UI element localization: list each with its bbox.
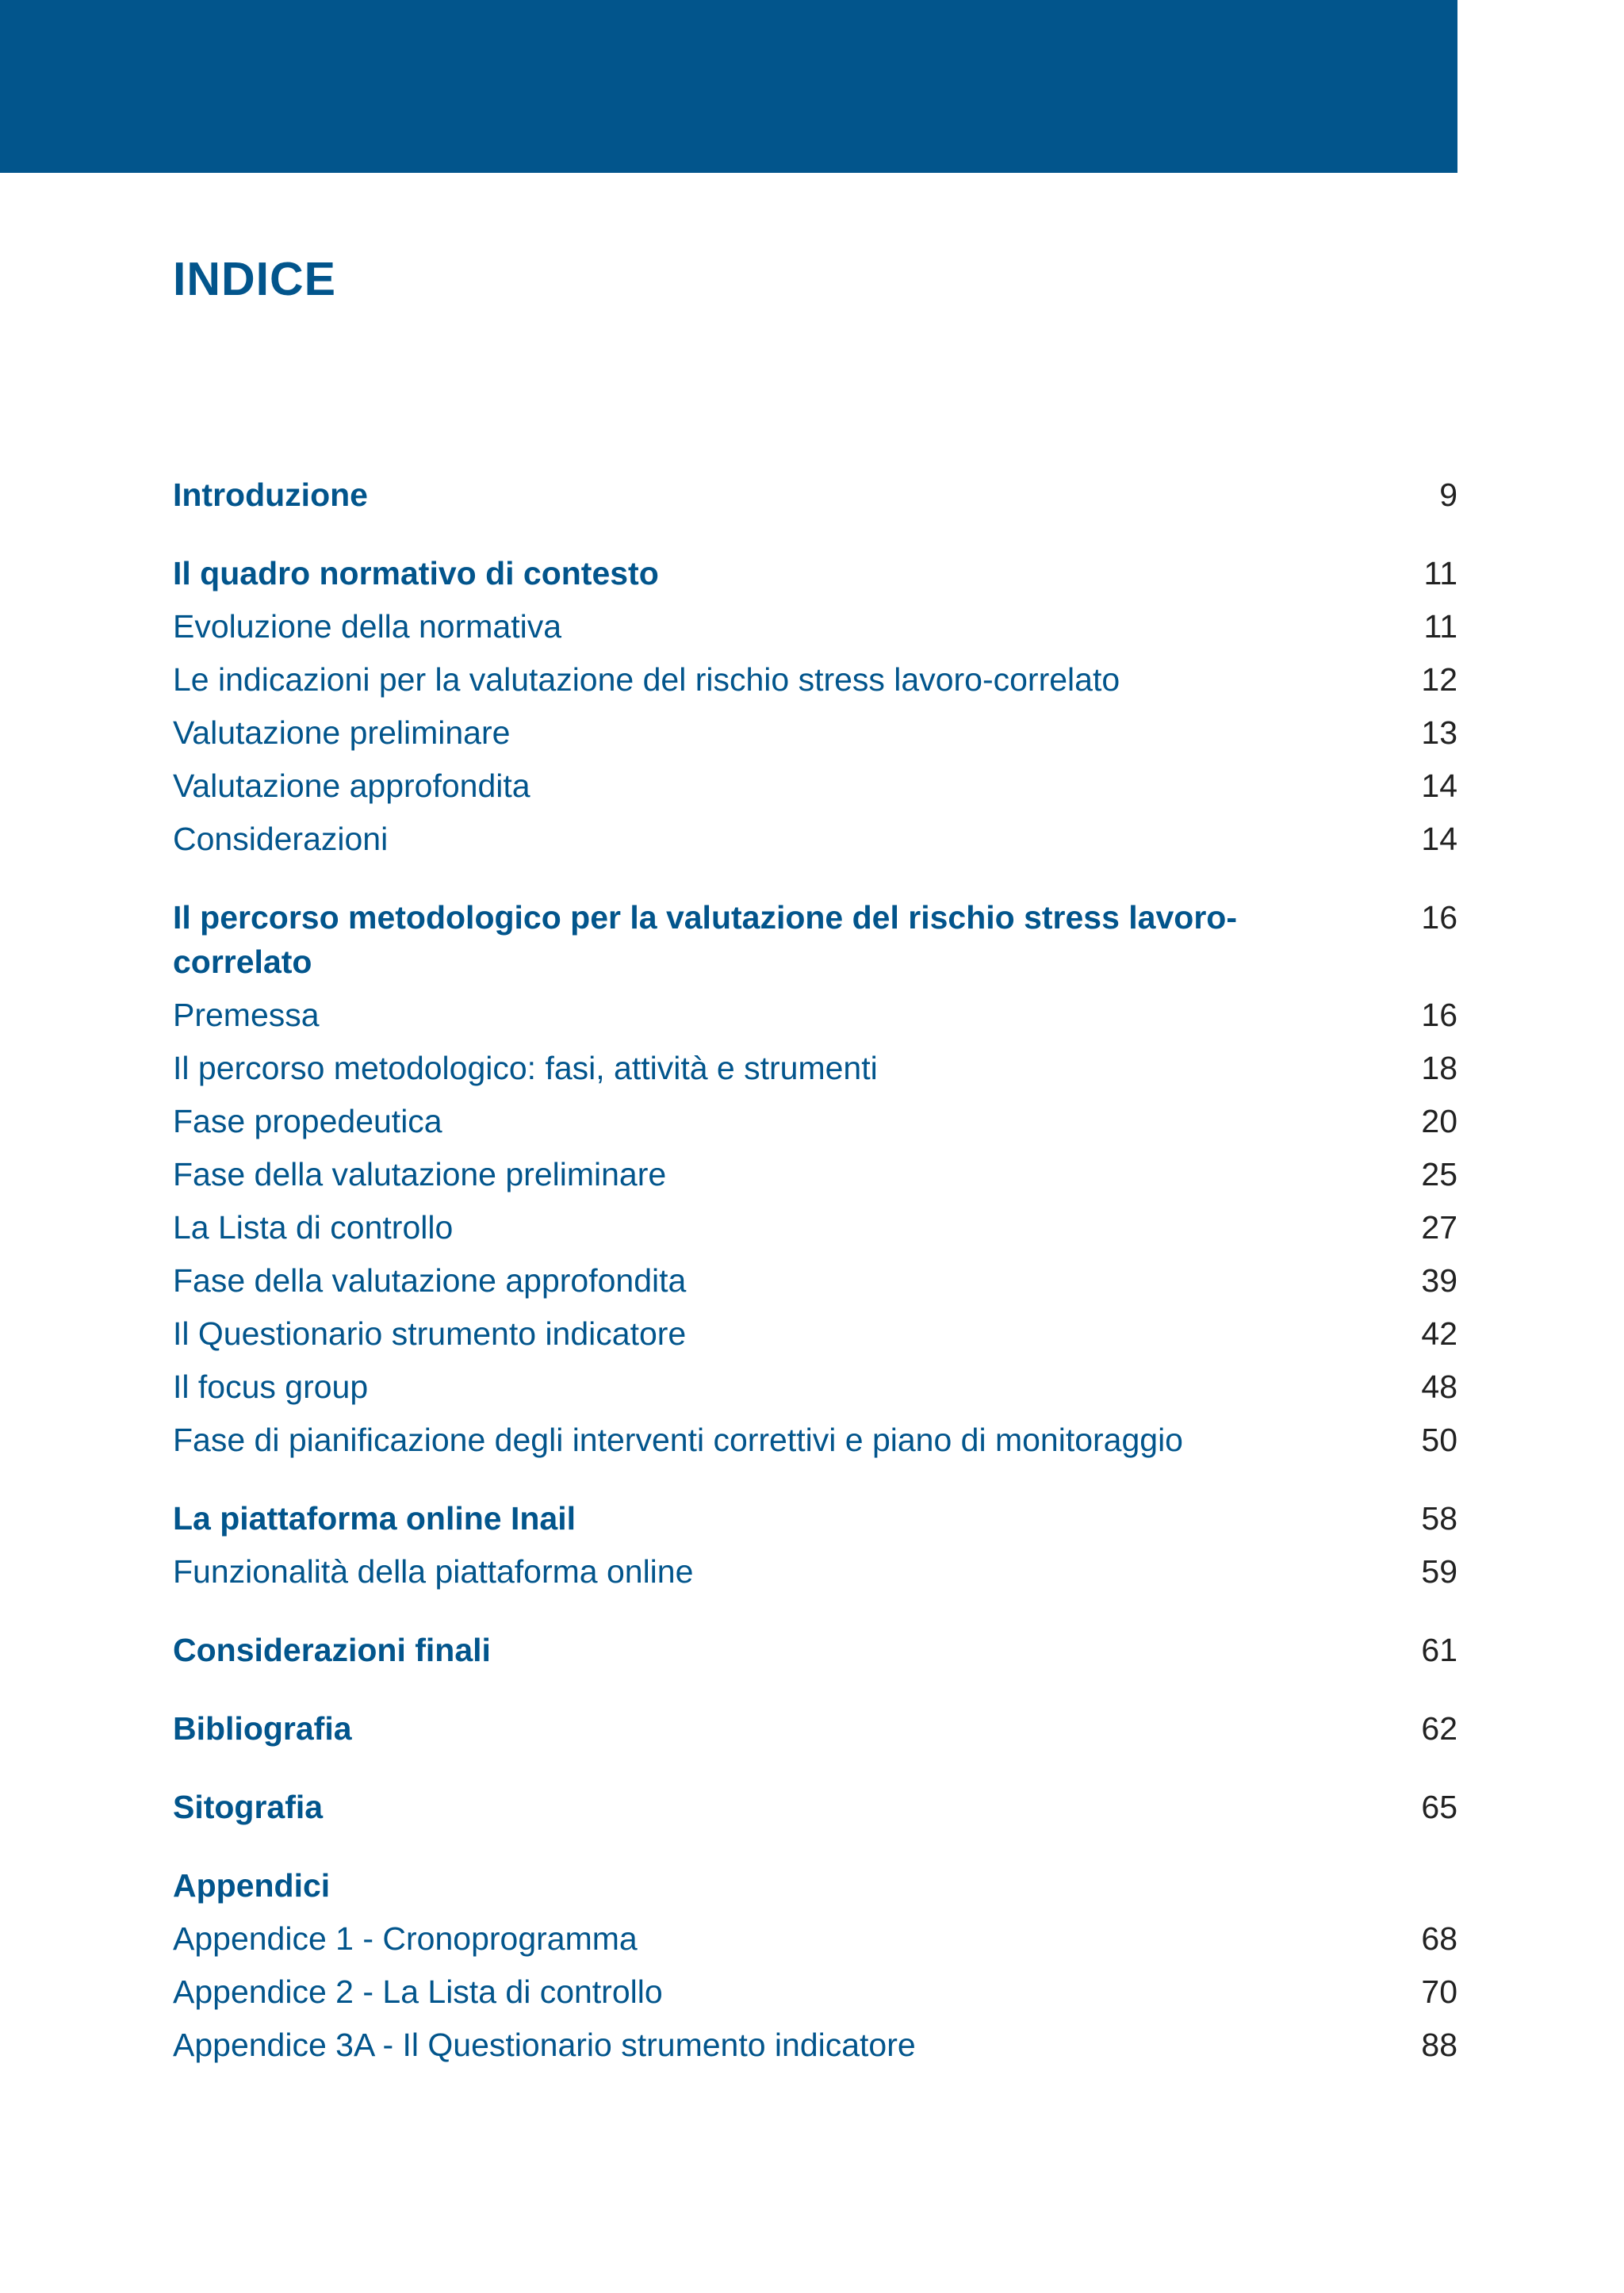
- toc-entry-label: Il Questionario strumento indicatore: [173, 1315, 687, 1352]
- toc-entry-label: La piattaforma online Inail: [173, 1500, 576, 1537]
- toc-entry-page-number: 20: [1421, 1103, 1457, 1139]
- toc-entry-page-number: 11: [1423, 555, 1457, 591]
- toc-entry-label: Il focus group: [173, 1369, 369, 1405]
- toc-entry-page-number: 14: [1421, 768, 1457, 804]
- toc-entry-label: Considerazioni finali: [173, 1632, 491, 1668]
- toc-entry-page-number: 58: [1421, 1500, 1457, 1537]
- toc-entry-page-number: 42: [1421, 1315, 1457, 1352]
- toc-entry-focus-group[interactable]: [173, 1365, 1457, 1409]
- toc-entry-page-number: 59: [1421, 1553, 1457, 1590]
- toc-entry-page-number: 39: [1421, 1262, 1457, 1299]
- toc-entry-page-number: 88: [1421, 2027, 1457, 2063]
- toc-entry-premessa[interactable]: [173, 993, 1457, 1037]
- toc-entry-lista-controllo[interactable]: [173, 1205, 1457, 1250]
- toc-entry-valutazione-preliminare[interactable]: [173, 710, 1457, 755]
- toc-entry-page-number: 70: [1421, 1973, 1457, 2010]
- table-of-contents: [173, 473, 1457, 2101]
- toc-entry-page-number: 25: [1421, 1156, 1457, 1192]
- toc-entry-label: Considerazioni: [173, 821, 389, 857]
- toc-section-quadro-normativo: [173, 551, 1457, 861]
- toc-entry-fase-propedeutica[interactable]: [173, 1099, 1457, 1143]
- toc-section-sitografia: [173, 1785, 1457, 1829]
- toc-entry-piattaforma-online[interactable]: [173, 1496, 1457, 1541]
- toc-entry-appendice-1[interactable]: [173, 1916, 1457, 1961]
- toc-entry-label: Il percorso metodologico per la valutazione del rischio stress lavoro-correlato: [173, 899, 1237, 980]
- toc-entry-page-number: 12: [1421, 661, 1457, 698]
- toc-section-considerazioni-finali: [173, 1628, 1457, 1672]
- toc-entry-label: Appendice 2 - La Lista di controllo: [173, 1973, 663, 2010]
- toc-entry-quadro-normativo[interactable]: [173, 551, 1457, 595]
- toc-entry-label: Il quadro normativo di contesto: [173, 555, 659, 591]
- toc-entry-considerazioni[interactable]: [173, 817, 1457, 861]
- toc-entry-label: Valutazione preliminare: [173, 714, 511, 751]
- toc-entry-page-number: 11: [1423, 608, 1457, 645]
- toc-entry-page-number: 62: [1421, 1710, 1457, 1747]
- toc-entry-fase-valutazione-approfondita[interactable]: [173, 1258, 1457, 1303]
- toc-entry-label: Le indicazioni per la valutazione del rischio stress lavoro-correlato: [173, 661, 1120, 698]
- toc-entry-page-number: 50: [1421, 1422, 1457, 1458]
- toc-entry-label: Appendice 1 - Cronoprogramma: [173, 1920, 638, 1957]
- toc-entry-label: Bibliografia: [173, 1710, 352, 1747]
- toc-entry-introduzione[interactable]: [173, 473, 1457, 517]
- toc-section-appendici: [173, 1863, 1457, 2067]
- toc-entry-appendice-3a[interactable]: [173, 2023, 1457, 2067]
- toc-entry-page-number: 61: [1421, 1632, 1457, 1668]
- toc-entry-page-number: 13: [1421, 714, 1457, 751]
- toc-entry-label: Funzionalità della piattaforma online: [173, 1553, 694, 1590]
- toc-entry-fase-valutazione-preliminare[interactable]: [173, 1152, 1457, 1196]
- toc-entry-label: Fase della valutazione approfondita: [173, 1262, 687, 1299]
- toc-entry-page-number: 9: [1439, 477, 1457, 513]
- page-title: INDICE: [173, 253, 336, 305]
- toc-entry-label: Appendice 3A - Il Questionario strumento indicatore: [173, 2027, 916, 2063]
- toc-entry-funzionalita-piattaforma[interactable]: [173, 1549, 1457, 1594]
- toc-entry-page-number: 16: [1421, 899, 1457, 936]
- toc-entry-bibliografia[interactable]: [173, 1706, 1457, 1751]
- toc-section-introduzione: [173, 473, 1457, 517]
- toc-entry-percorso-metodologico[interactable]: [173, 895, 1457, 984]
- toc-entry-page-number: 48: [1421, 1369, 1457, 1405]
- toc-entry-valutazione-approfondita[interactable]: [173, 764, 1457, 808]
- toc-entry-pianificazione-interventi[interactable]: [173, 1418, 1457, 1462]
- toc-entry-indicazioni-valutazione[interactable]: [173, 657, 1457, 702]
- toc-entry-label: Appendici: [173, 1867, 331, 1904]
- toc-entry-page-number: 65: [1421, 1789, 1457, 1825]
- toc-section-percorso-metodologico: [173, 895, 1457, 1462]
- toc-section-bibliografia: [173, 1706, 1457, 1751]
- toc-entry-questionario[interactable]: [173, 1311, 1457, 1356]
- toc-entry-label: La Lista di controllo: [173, 1209, 454, 1246]
- toc-entry-label: Introduzione: [173, 477, 368, 513]
- toc-entry-sitografia[interactable]: [173, 1785, 1457, 1829]
- toc-section-piattaforma: [173, 1496, 1457, 1594]
- toc-entry-label: Fase della valutazione preliminare: [173, 1156, 667, 1192]
- toc-entry-label: Valutazione approfondita: [173, 768, 530, 804]
- toc-entry-evoluzione-normativa[interactable]: [173, 604, 1457, 649]
- toc-entry-label: Sitografia: [173, 1789, 324, 1825]
- toc-entry-label: Evoluzione della normativa: [173, 608, 561, 645]
- toc-entry-page-number: 27: [1421, 1209, 1457, 1246]
- toc-entry-label: Fase propedeutica: [173, 1103, 442, 1139]
- toc-entry-label: Fase di pianificazione degli interventi correttivi e piano di monitoraggio: [173, 1422, 1183, 1458]
- toc-entry-appendici[interactable]: [173, 1863, 1457, 1908]
- toc-entry-fasi-attivita-strumenti[interactable]: [173, 1046, 1457, 1090]
- toc-entry-label: Il percorso metodologico: fasi, attività e strumenti: [173, 1050, 878, 1086]
- toc-entry-page-number: 14: [1421, 821, 1457, 857]
- toc-entry-page-number: 16: [1421, 997, 1457, 1033]
- toc-entry-label: Premessa: [173, 997, 320, 1033]
- toc-entry-considerazioni-finali[interactable]: [173, 1628, 1457, 1672]
- toc-entry-appendice-2[interactable]: [173, 1970, 1457, 2014]
- toc-entry-page-number: 68: [1421, 1920, 1457, 1957]
- toc-entry-page-number: 18: [1421, 1050, 1457, 1086]
- header-band: [0, 0, 1457, 173]
